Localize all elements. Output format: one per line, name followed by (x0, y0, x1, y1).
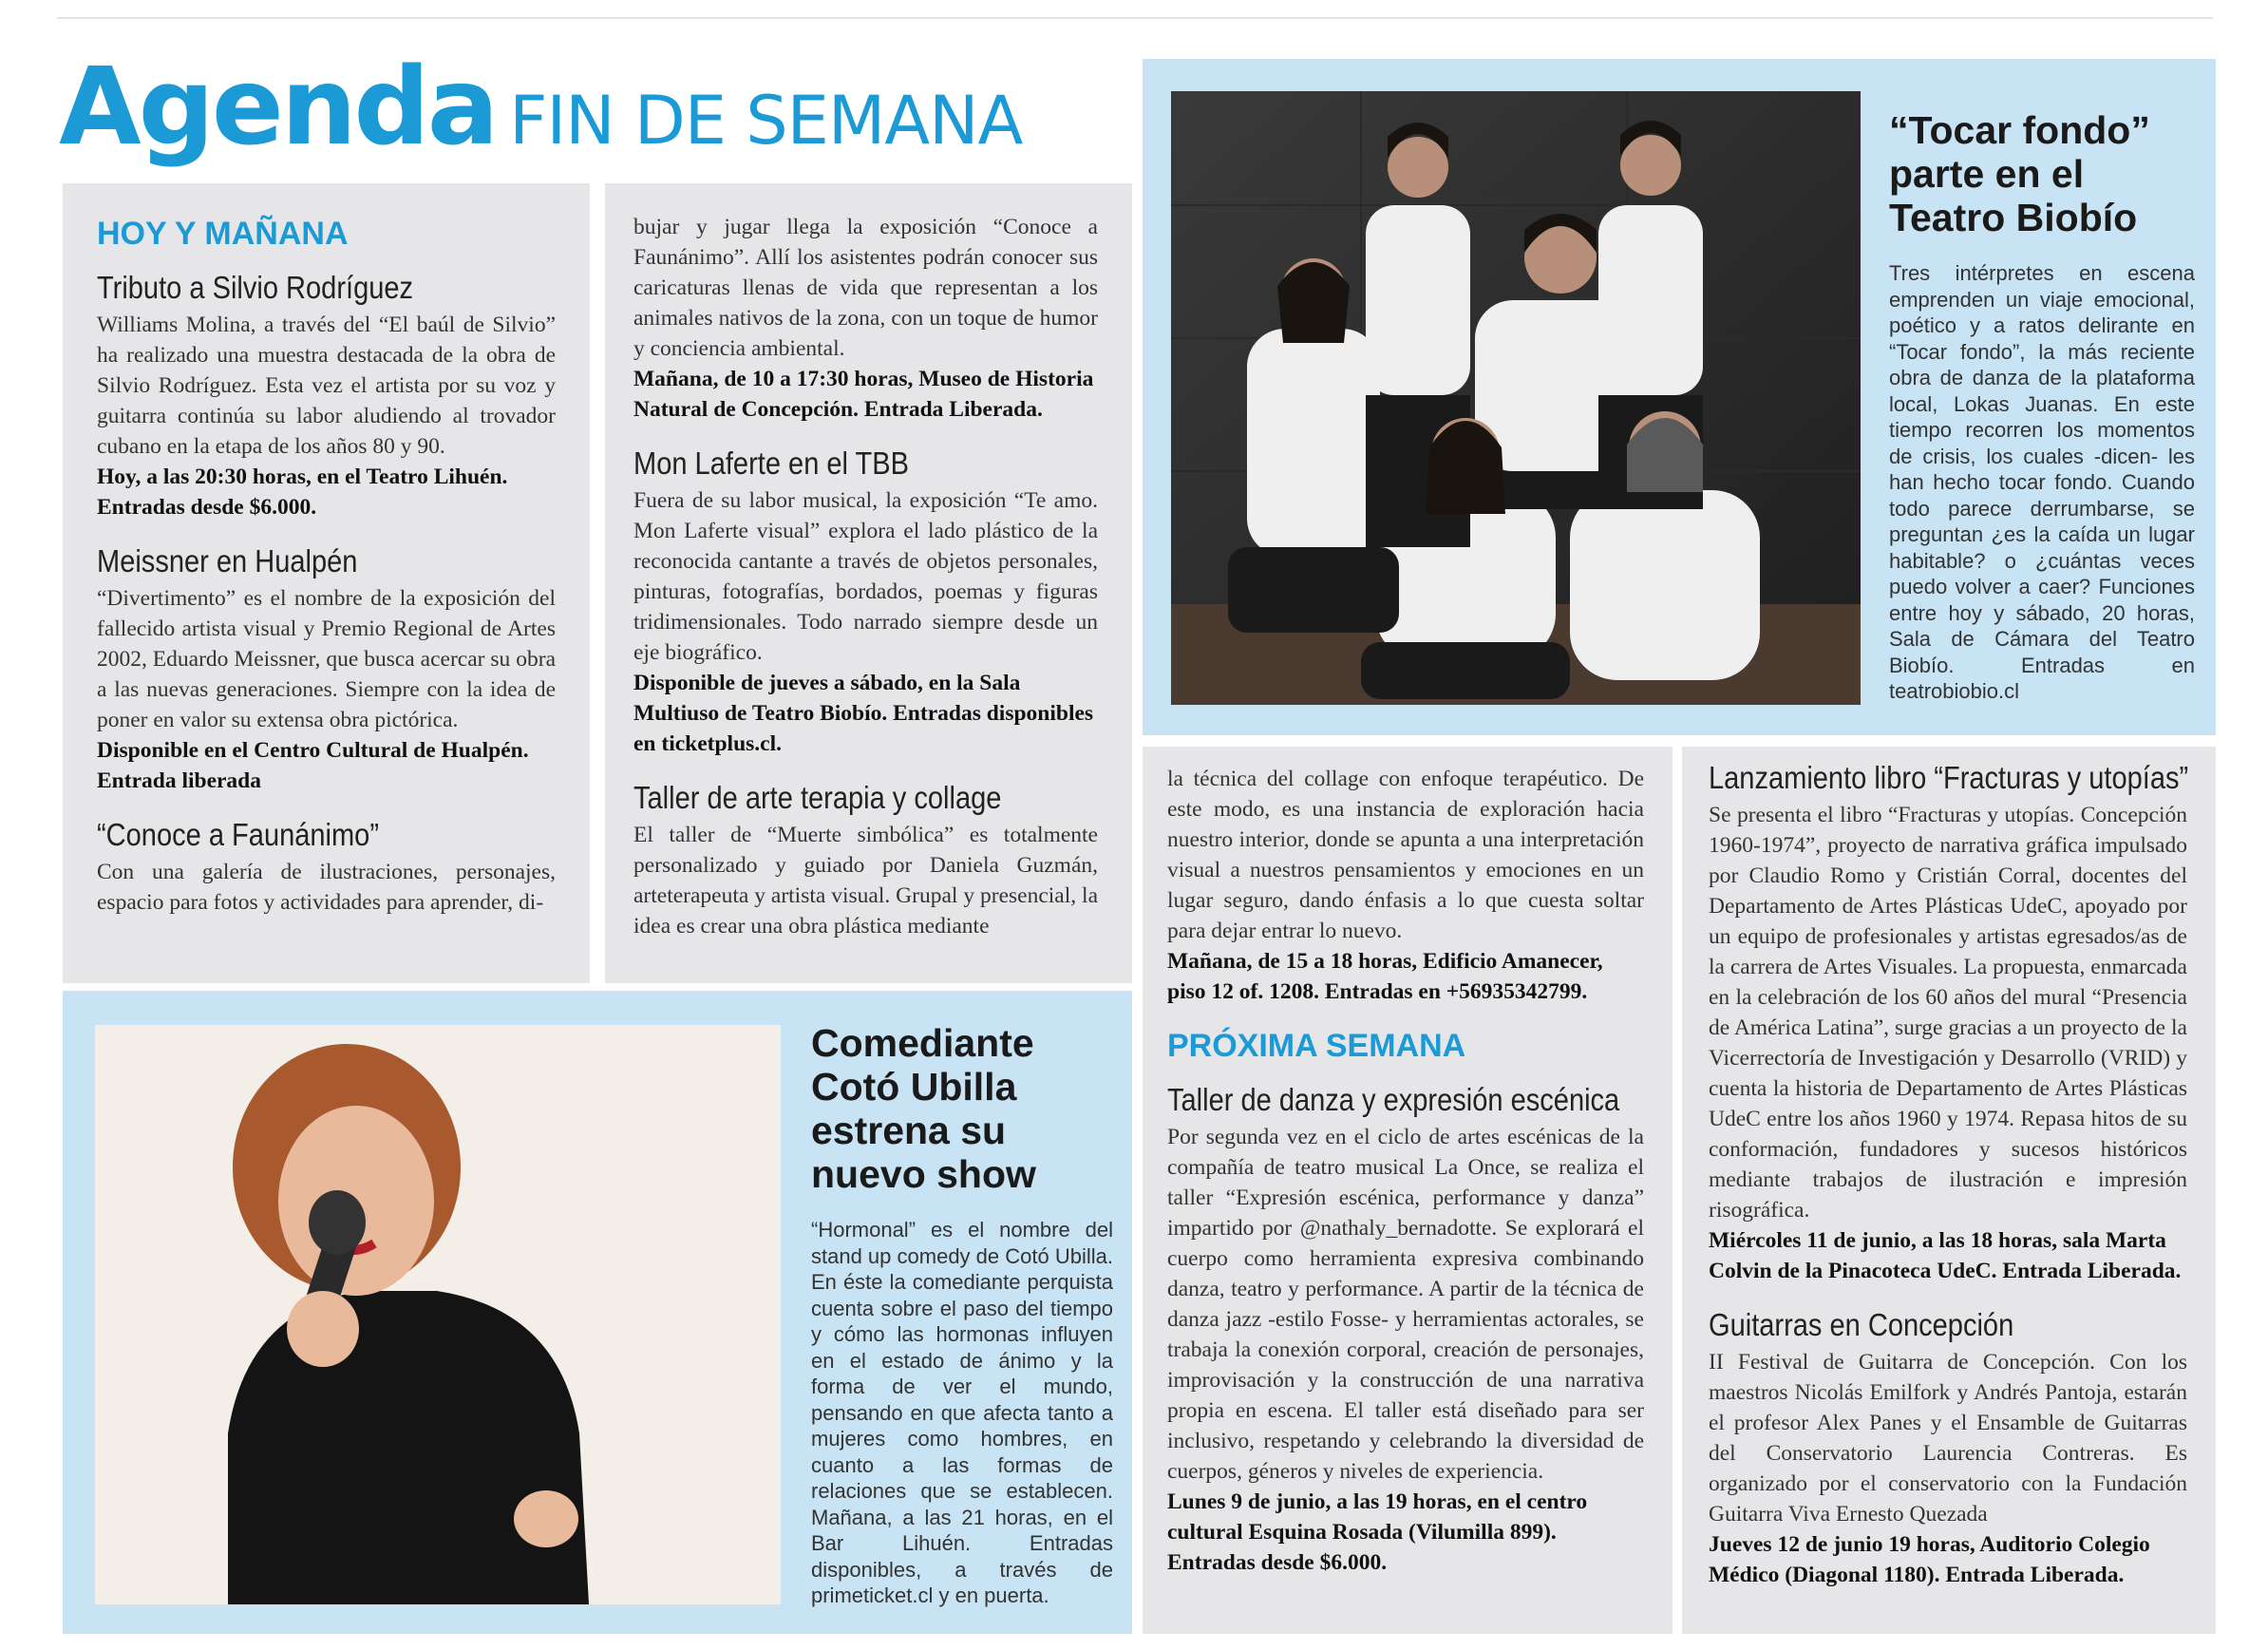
article-body: II Festival de Guitarra de Concepción. Con los maestros Nicolás Emilfork y Andrés Pantoja, estarán el profesor Alex Panes y el Ensamble de Guitarras del Conservatorio Laurencia Contreras. Es organizado por el conservatorio con la Fundación Guitarra Viva Ernesto Quezada (1709, 1350, 2187, 1527)
feature-title: “Tocar fondo” parte en el Teatro Biobío (1889, 108, 2150, 239)
section-heading-proxima: PRÓXIMA SEMANA (1167, 1028, 1466, 1064)
article-body: Williams Molina, a través del “El baúl de Silvio” ha realizado una muestra destacada de la obra de Silvio Rodríguez. Esta vez el artista por su voz y guitarra continúa su labor aludiendo al trovador cubano en la etapa de los años 80 y 90. (97, 313, 556, 459)
article-title: Lanzamiento libro “Fracturas y utopías” (1709, 760, 2189, 795)
comedian-photo-image (95, 1025, 781, 1604)
article-meissner (97, 543, 556, 796)
article-info: Disponible en el Centro Cultural de Hualpén. Entrada liberada (97, 738, 529, 793)
article-body: El taller de “Muerte simbólica” es totalmente personalizado y guiado por Daniela Guzmán, arteterapeuta y artista visual. Grupal y presencial, la idea es crear una obra plástica mediante (633, 823, 1098, 939)
continued-body: la técnica del collage con enfoque terapéutico. De este modo, es una instancia de exploración hacia nuestro interior, donde se apunta a una interpretación visual a nuestros pensamientos y emociones en un lugar seguro, dando énfasis a lo que cuesta soltar para dejar entrar lo nuevo. (1167, 767, 1644, 943)
feature-coto-ubilla (63, 991, 1132, 1634)
article-body: Por segunda vez en el ciclo de artes escénicas de la compañía de teatro musical La Once, se realiza el taller “Expresión escénica, performance y danza” impartido por @nathaly_bernadotte. Se explorará el cuerpo como herramienta expresiva combinando danza, teatro y performance. A partir de la técnica de danza jazz -estilo Fosse- y herramientas actorales, se trabaja la conexión corporal, creación de personajes, improvisación y la construcción de una narrativa propia en escena. El taller está diseñado para ser inclusivo, respetando y celebrando la diversidad de cuerpos, géneros y niveles de experiencia. (1167, 1125, 1644, 1484)
column-hoy-manana (63, 183, 590, 983)
article-title: Guitarras en Concepción (1709, 1307, 2014, 1342)
article-title: Mon Laferte en el TBB (633, 446, 910, 481)
article-guitarras (1709, 1307, 2187, 1590)
column-4 (1682, 747, 2216, 1634)
article-title: Taller de arte terapia y collage (633, 780, 1002, 815)
article-body: “Divertimento” es el nombre de la exposición del fallecido artista visual y Premio Regional de Artes 2002, Eduardo Meissner, que busca acercar su obra a las nuevas generaciones. Siempre con la idea de poner en valor su extensa obra pictórica. (97, 586, 556, 732)
photo-coto-ubilla (95, 1025, 781, 1604)
article-info: Lunes 9 de junio, a las 19 horas, en el centro cultural Esquina Rosada (Vilumilla 899). Entradas desde $6.000. (1167, 1489, 1588, 1575)
article-title: Tributo a Silvio Rodríguez (97, 270, 414, 305)
continued-body: bujar y jugar llega la exposición “Conoce a Faunánimo”. Allí los asistentes podrán conocer sus caricaturas llenas de vida que representan a los animales nativos de la zona, con un toque de humor y conciencia ambiental. (633, 215, 1098, 361)
continued-info: Mañana, de 15 a 18 horas, Edificio Amanecer, piso 12 of. 1208. Entradas en +56935342799. (1167, 949, 1603, 1004)
feature-title: Comediante Cotó Ubilla estrena su nuevo show (811, 1021, 1036, 1196)
masthead-subtitle: FIN DE SEMANA (509, 82, 1023, 160)
article-fracturas-utopias (1709, 760, 2187, 1286)
article-title: Meissner en Hualpén (97, 543, 358, 578)
column-3 (1143, 747, 1673, 1634)
article-taller-arteterapia (633, 780, 1098, 941)
article-body: Fuera de su labor musical, la exposición “Te amo. Mon Laferte visual” explora el lado plástico de la reconocida cantante a través de objetos personales, pinturas, fotografías, bordados, poemas y figuras tridimensionales. Todo narrado siempre desde un eje biográfico. (633, 488, 1098, 665)
article-body: Con una galería de ilustraciones, personajes, espacio para fotos y actividades para aprender, di- (97, 860, 556, 915)
article-info: Hoy, a las 20:30 horas, en el Teatro Lihuén. Entradas desde $6.000. (97, 465, 508, 520)
section-heading-hoy: HOY Y MAÑANA (97, 216, 349, 252)
continued-info: Mañana, de 10 a 17:30 horas, Museo de Historia Natural de Concepción. Entrada Liberada. (633, 367, 1094, 422)
article-mon-laferte (633, 446, 1098, 759)
article-info: Disponible de jueves a sábado, en la Sala Multiuso de Teatro Biobío. Entradas disponibles en ticketplus.cl. (633, 671, 1094, 756)
article-info: Jueves 12 de junio 19 horas, Auditorio Colegio Médico (Diagonal 1180). Entrada Liberada. (1709, 1532, 2150, 1587)
tocar-fondo-text (1889, 108, 2195, 705)
feature-tocar-fondo (1143, 59, 2216, 735)
photo-tocar-fondo (1171, 91, 1861, 705)
article-title: Taller de danza y expresión escénica (1167, 1082, 1620, 1117)
masthead-title: Agenda (59, 46, 497, 169)
article-tributo-silvio (97, 270, 556, 522)
top-rule (57, 17, 2213, 19)
article-info: Miércoles 11 de junio, a las 18 horas, sala Marta Colvin de la Pinacoteca UdeC. Entrada Liberada. (1709, 1228, 2182, 1283)
masthead (59, 46, 1022, 188)
coto-ubilla-text (811, 1021, 1113, 1609)
article-title: “Conoce a Faunánimo” (97, 817, 380, 852)
article-body: Se presenta el libro “Fracturas y utopías. Concepción 1960-1974”, proyecto de narrativa gráfica impulsado por Claudio Romo y Cristián Corral, docentes del Departamento de Artes Plásticas UdeC, apoyado por un equipo de profesionales y artistas egresados/as de la carrera de Artes Visuales. La propuesta, enmarcada en la celebración de los 60 años del mural “Presencia de América Latina”, surge gracias a un proyecto de la Vicerrectoría de Investigación y Desarrollo (VRID) y cuenta la historia de Departamento de Artes Plásticas UdeC entre los años 1960 y 1974. Repasa hitos de su conformación, fundadores y sucesos históricos mediante trabajos de ilustración e impresión risográfica. (1709, 803, 2187, 1223)
article-taller-danza (1167, 1082, 1644, 1578)
dancers-photo-image (1171, 91, 1861, 705)
article-faunanimo (97, 817, 556, 918)
feature-body: Tres intérpretes en escena emprenden un viaje emocional, poético y a ratos delirante en “Tocar fondo”, la más reciente obra de danza de la plataforma local, Lokas Juanas. En este tiempo recorren los momentos de crisis, los cuales -dicen- les han hecho tocar fondo. Cuando todo parece derrumbarse, se preguntan ¿es la caída un lugar habitable? o ¿cuántas veces puedo volver a caer? Funciones entre hoy y sábado, 20 horas, Sala de Cámara del Teatro Biobío. Entradas en teatrobiobio.cl (1889, 261, 2195, 703)
column-2 (605, 183, 1132, 983)
feature-body: “Hormonal” es el nombre del stand up comedy de Cotó Ubilla. En éste la comediante perquista cuenta sobre el paso del tiempo y cómo las hormonas influyen en el estado de ánimo y la forma de ver el mundo, pensando en que afecta tanto a mujeres como hombres, en cuanto a las formas de relaciones que se establecen. Mañana, a las 21 horas, en el Bar Lihuén. Entradas disponibles, a través de primeticket.cl y en puerta. (811, 1218, 1113, 1607)
